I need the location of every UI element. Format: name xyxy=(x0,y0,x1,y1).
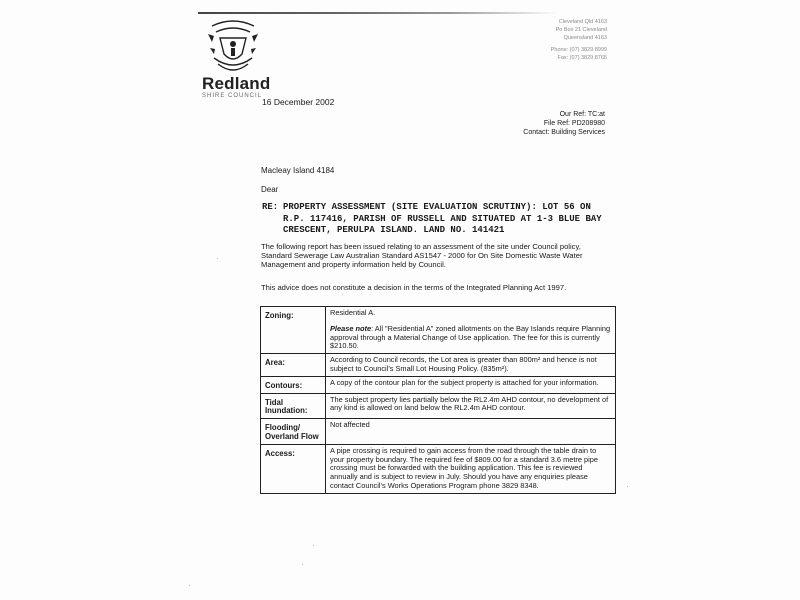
address-line: Po Box 21 Cleveland xyxy=(555,27,607,33)
row-label-tidal: Tidal Inundation: xyxy=(261,393,326,419)
council-address-block xyxy=(527,18,607,62)
salutation: Dear xyxy=(261,185,279,194)
council-crest-logo xyxy=(202,18,264,78)
row-value-contours: A copy of the contour plan for the subject property is attached for your information. xyxy=(326,376,616,393)
our-ref: Our Ref: TC:at xyxy=(559,111,605,118)
scan-speck xyxy=(302,564,303,565)
address-line: Phone: (07) 3829 8999 xyxy=(550,47,607,53)
scan-speck xyxy=(313,545,314,546)
address-line: Queensland 4163 xyxy=(563,35,607,41)
scan-speck xyxy=(189,585,190,586)
row-label-zoning: Zoning: xyxy=(261,307,326,354)
row-value-access: A pipe crossing is required to gain access from the road through the table drain to your property boundary. The required fee of $809.00 for a standard 3.6 metre pipe crossing must be forwarded with the building application. This fee is reviewed annually and is subject to review in July. Should you have any enquiries please contact Council's Works Operations Program phone 3829 8348. xyxy=(326,444,616,493)
row-value-flooding: Not affected xyxy=(326,419,616,445)
scan-speck xyxy=(217,258,218,259)
zoning-value: Residential A. xyxy=(330,308,376,317)
table-row xyxy=(261,376,616,393)
scan-top-line xyxy=(198,12,558,14)
file-ref: File Ref: PD208980 xyxy=(543,120,605,127)
zoning-note xyxy=(330,325,611,351)
letter-date: 16 December 2002 xyxy=(262,97,335,107)
row-value-area: According to Council records, the Lot area is greater than 800m² and hence is not subject to Council's Small Lot Housing Policy. (835m²). xyxy=(326,354,616,377)
council-name: Redland xyxy=(202,74,271,93)
table-row xyxy=(261,307,616,354)
row-value-zoning xyxy=(326,307,616,354)
table-row xyxy=(261,354,616,377)
property-info-table xyxy=(260,306,616,494)
contact-ref: Contact: Building Services xyxy=(523,129,605,136)
reference-block xyxy=(470,110,605,137)
subject-text: PROPERTY ASSESSMENT (SITE EVALUATION SCRUTINY): LOT 56 ON R.P. 117416, PARISH OF RUSSELL AND SITUATED AT 1-3 BLUE BAY CRESCENT, PERULPA ISLAND. LAND NO. 141421 xyxy=(283,202,602,235)
address-line: Cleveland Qld 4163 xyxy=(558,19,607,25)
subject-line xyxy=(262,202,612,237)
table-row xyxy=(261,444,616,493)
row-label-contours: Contours: xyxy=(261,376,326,393)
zoning-note-label: Please note xyxy=(330,323,372,333)
intro-paragraph: The following report has been issued relating to an assessment of the site under Council policy, Standard Sewerage Law Australian Standard AS1547 - 2000 for On Site Domestic Waste Water Management and property information held by Council. xyxy=(261,242,583,269)
table-row xyxy=(261,419,616,445)
row-label-access: Access: xyxy=(261,444,326,493)
council-subtitle: SHIRE COUNCIL xyxy=(202,93,263,99)
row-label-area: Area: xyxy=(261,354,326,377)
scan-speck xyxy=(627,486,628,487)
table-row xyxy=(261,393,616,419)
row-value-tidal: The subject property lies partially below the RL2.4m AHD contour, no development of any kind is allowed on land below the RL2.4m AHD contour. xyxy=(326,393,616,419)
zoning-note-text: : All "Residential A" zoned allotments on the Bay Islands require Planning approval through a Material Change of Use application. The fee for this is currently $210.50. xyxy=(330,323,611,351)
subject-label: RE: xyxy=(262,202,279,212)
row-label-flooding: Flooding/ Overland Flow xyxy=(261,419,326,445)
disclaimer-paragraph: This advice does not constitute a decision in the terms of the Integrated Planning Act 1997. xyxy=(261,283,567,292)
addressee: Macleay Island 4184 xyxy=(261,166,335,175)
address-line: Fax: (07) 3829 8765 xyxy=(557,55,607,61)
